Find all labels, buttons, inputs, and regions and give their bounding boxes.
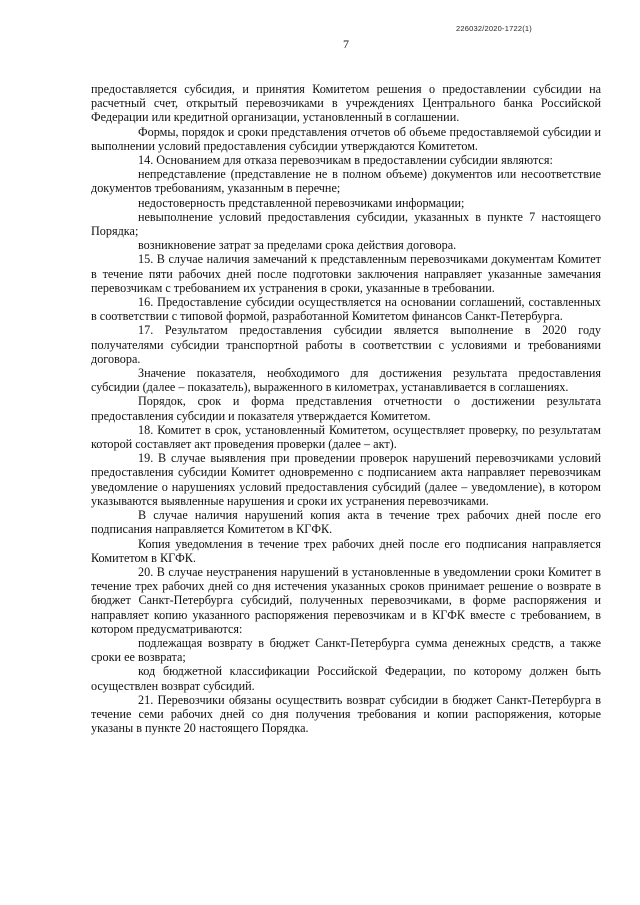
paragraph-18: 18. Комитет в срок, установленный Комитетом, осуществляет проверку, по результатам которой составляет акт проведения проверки (далее – акт).: [91, 422, 601, 452]
paragraph-20-item-amount: подлежащая возврату в бюджет Санкт-Петербурга сумма денежных средств, а также сроки ее возврата;: [91, 635, 601, 665]
document-id: 226032/2020-1722(1): [456, 24, 532, 33]
paragraph-14-item-unreliable-info: недостоверность представленной перевозчиками информации;: [138, 195, 465, 210]
paragraph-21: 21. Перевозчики обязаны осуществить возврат субсидии в бюджет Санкт-Петербурга в течение семи рабочих дней со дня получения требования и копии распоряжения, которые указаны в пункте 20 настоящего Порядка.: [91, 692, 601, 736]
paragraph-15: 15. В случае наличия замечаний к представленным перевозчиками документам Комитет в течение пяти рабочих дней после подготовки заключения направляет указанные замечания перевозчикам с требованием их устранения в сроки, указанные в требовании.: [91, 252, 601, 295]
paragraph-14-item-costs: возникновение затрат за пределами срока действия договора.: [138, 238, 457, 253]
paragraph-17-reporting: Порядок, срок и форма представления отчетности о достижении результата предоставления субсидии и показателя утверждается Комитетом.: [91, 394, 601, 423]
paragraph-14-item-documents: непредставление (представление не в полном объеме) документов или несоответствие документов требованиям, указанным в перечне;: [91, 167, 601, 196]
document-body: [91, 82, 601, 735]
paragraph-20: 20. В случае неустранения нарушений в установленные в уведомлении сроки Комитет в течение трех рабочих дней со дня истечения указанных сроков принимает решение о возврате в бюджет Санкт-Петербурга субсидий, полученных перевозчиками, в форме распоряжения и направляет копию указанного распоряжения перевозчикам и в КГФК вместе с требованием, в котором предусматриваются:: [91, 564, 601, 636]
paragraph-17-indicator: Значение показателя, необходимого для достижения результата предоставления субсидии (далее – показатель), выраженного в километрах, устанавливается в соглашениях.: [91, 366, 601, 395]
page-number: 7: [343, 37, 349, 51]
paragraph-19-act-copy: В случае наличия нарушений копия акта в течение трех рабочих дней после его подписания направляется Комитетом в КГФК.: [91, 508, 601, 537]
paragraph-14-refusal-grounds: 14. Основанием для отказа перевозчикам в предоставлении субсидии являются:: [138, 153, 553, 168]
paragraph-20-item-budget-code: код бюджетной классификации Российской Федерации, по которому должен быть осуществлен возврат субсидий.: [91, 664, 601, 693]
paragraph-continuation: предоставляется субсидия, и принятия Комитетом решения о предоставлении субсидии на расчетный счет, открытый перевозчиками в учреждениях Центрального банка Российской Федерации или кредитной организации, установленный в соглашении.: [91, 82, 601, 125]
paragraph-19: 19. В случае выявления при проведении проверок нарушений перевозчиками условий предоставления субсидии Комитет одновременно с подписанием акта направляет перевозчикам уведомление о нарушениях условий предоставления субсидий (далее – уведомление), в котором указываются выявленные нарушения и сроки их устранения перевозчиками.: [91, 451, 601, 508]
paragraph-17: 17. Результатом предоставления субсидии является выполнение в 2020 году получателями субсидии транспортной работы в соответствии с условиями и требованиями договора.: [91, 323, 601, 366]
paragraph-16: 16. Предоставление субсидии осуществляется на основании соглашений, составленных в соответствии с типовой формой, разработанной Комитетом финансов Санкт-Петербурга.: [91, 295, 601, 324]
paragraph-14-item-conditions: невыполнение условий предоставления субсидии, указанных в пункте 7 настоящего Порядка;: [91, 209, 601, 239]
paragraph-report-forms: Формы, порядок и сроки представления отчетов об объеме предоставляемой субсидии и выполнении условий предоставления субсидии утверждаются Комитетом.: [91, 124, 601, 153]
paragraph-19-notice-copy: Копия уведомления в течение трех рабочих дней после его подписания направляется Комитетом в КГФК.: [91, 536, 601, 565]
